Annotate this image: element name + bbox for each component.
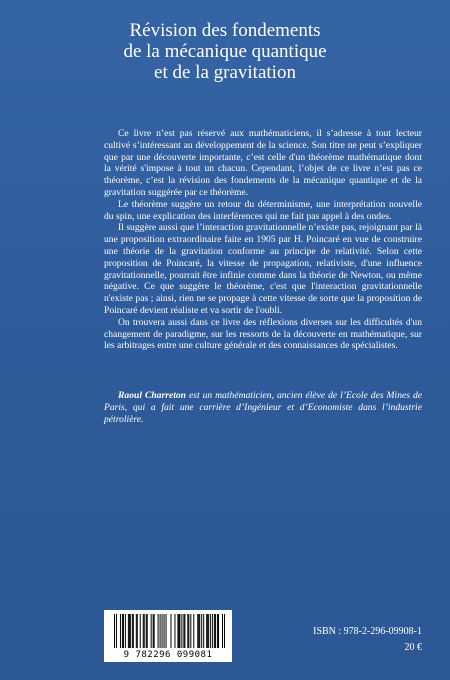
barcode-digits: 9 782296 099081: [123, 650, 213, 660]
barcode-bar: [177, 614, 178, 648]
author-bio: [104, 390, 422, 425]
barcode-bar: [160, 614, 161, 648]
barcode: [104, 610, 232, 662]
barcode-bar: [158, 614, 159, 648]
barcode-bar: [187, 614, 188, 648]
barcode-bar: [210, 614, 211, 648]
barcode-bar: [199, 614, 200, 648]
barcode-bar: [197, 614, 198, 648]
barcode-bar: [136, 614, 137, 648]
barcode-bar: [114, 614, 115, 648]
barcode-bar: [128, 614, 129, 648]
title-line-2: de la mécanique quantique: [123, 41, 327, 62]
blurb-paragraph-3: Il suggère aussi que l’interaction gravitationnelle n’existe pas, rejoignant par là une proposition extraordinaire faite en 1905 par H. Poincaré en vue de construire une théorie de la gravitation conforme au principe de relativité. Selon cette proposition de Poincaré, la vitesse de propagation, relativiste, d'une influence gravitationnelle, pourrait être infinie comme dans la théorie de Newton, ou même négative. Ce que suggère le théorème, c'est que l'interaction gravitationnelle n'existe pas ; ainsi, rien ne se propage à cette vitesse de sorte que la proposition de Poincaré devient réaliste et va sortir de l'oubli.: [104, 222, 422, 316]
barcode-bar: [140, 614, 141, 648]
barcode-bar: [154, 614, 155, 648]
barcode-bar: [151, 614, 152, 648]
barcode-bar: [198, 614, 199, 648]
barcode-bar: [125, 614, 126, 648]
barcode-bar: [214, 614, 215, 648]
barcode-bar: [170, 614, 171, 648]
barcode-bar: [146, 614, 147, 648]
barcode-bar: [206, 614, 207, 648]
barcode-bar: [178, 614, 179, 648]
barcode-bar: [184, 614, 185, 648]
barcode-bar: [144, 614, 145, 648]
blurb-paragraph-4: On trouvera aussi dans ce livre des réflexions diverses sur les difficultés d'un changement de paradigme, sur les ressorts de la découverte en mathématique, sur les arbitrages entre une culture générale et des connaissances de spécialistes.: [104, 316, 422, 352]
barcode-bar: [174, 614, 175, 648]
barcode-bar: [188, 614, 189, 648]
author-bio-text: est un mathématicien, ancien élève de l’Ecole des Mines de Paris, qui a fait une carrière d’Ingénieur et d’Economiste dans l’industrie pétrolière.: [104, 390, 422, 425]
barcode-bar: [129, 614, 130, 648]
barcode-bar: [201, 614, 202, 648]
barcode-bar: [122, 614, 123, 648]
barcode-bar: [143, 614, 144, 648]
barcode-bar: [137, 614, 138, 648]
barcode-bar: [212, 614, 213, 648]
title-line-3: et de la gravitation: [154, 62, 296, 83]
price: 20 €: [404, 642, 422, 653]
barcode-bar: [218, 614, 219, 648]
barcode-bar: [190, 614, 191, 648]
barcode-bar: [181, 614, 182, 648]
barcode-bar: [130, 614, 131, 648]
barcode-bar: [153, 614, 154, 648]
barcode-bar: [224, 614, 225, 648]
blurb: [104, 128, 422, 352]
barcode-bars: [114, 614, 226, 648]
barcode-bar: [207, 614, 208, 648]
barcode-bar: [147, 614, 148, 648]
barcode-bar: [179, 614, 180, 648]
barcode-bar: [208, 614, 209, 648]
barcode-bar: [217, 614, 218, 648]
barcode-bar: [203, 614, 204, 648]
isbn: ISBN : 978-2-296-09908-1: [313, 626, 422, 637]
barcode-bar: [133, 614, 134, 648]
barcode-bar: [132, 614, 133, 648]
barcode-bar: [164, 614, 165, 648]
blurb-paragraph-1: Ce livre n’est pas réservé aux mathématiciens, il s’adresse à tout lecteur cultivé s’intéressant au développement de la science. Son titre ne peut s’expliquer que par une découverte importante, c’est celle d'un théorème mathématique dont la vérité s'impose à tout un chacun. Cependant, l’objet de ce livre n’est pas ce théorème, c’est la révision des fondements de la mécanique quantique et de la gravitation suggérée par ce théorème.: [104, 128, 422, 198]
barcode-bar: [120, 614, 121, 648]
barcode-bar: [162, 614, 163, 648]
barcode-bar: [123, 614, 124, 648]
barcode-bar: [183, 614, 184, 648]
book-title: [60, 20, 390, 83]
barcode-bar: [116, 614, 117, 648]
barcode-bar: [166, 614, 167, 648]
title-line-1: Révision des fondements: [129, 20, 321, 41]
author-name: Raoul Charreton: [118, 390, 187, 401]
blurb-paragraph-2: Le théorème suggère un retour du déterminisme, une interprétation nouvelle du spin, une explication des interférences qui ne fait pas appel à des ondes.: [104, 198, 422, 222]
barcode-bar: [193, 614, 194, 648]
barcode-bar: [215, 614, 216, 648]
barcode-bar: [222, 614, 223, 648]
